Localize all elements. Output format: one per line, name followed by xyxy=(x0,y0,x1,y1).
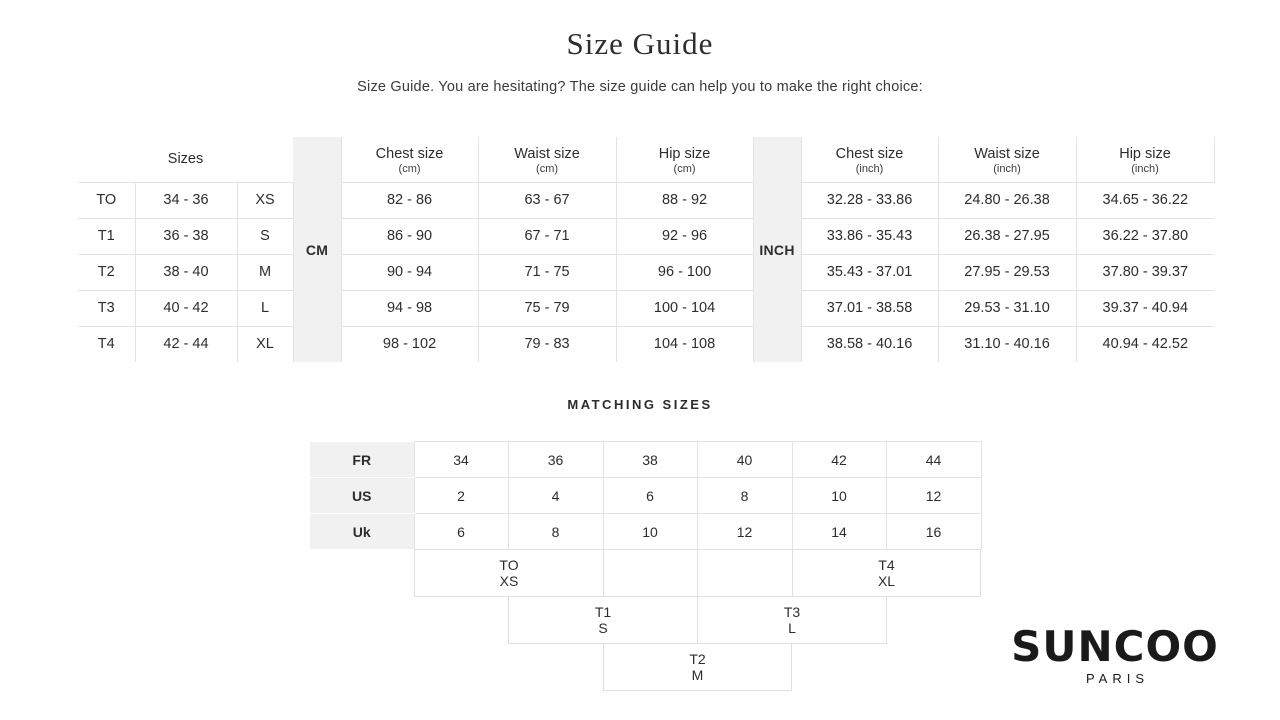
size-table-row xyxy=(78,254,1214,290)
header-title: Hip size xyxy=(1119,145,1171,162)
bracket-size-code: TO xyxy=(499,556,519,573)
cell-chest-inch: 32.28 - 33.86 xyxy=(801,182,938,218)
header-unit: (cm) xyxy=(398,162,421,175)
size-table-row xyxy=(78,182,1214,218)
matching-cell: 12 xyxy=(886,478,981,514)
cell-waist-cm: 75 - 79 xyxy=(478,290,616,326)
matching-cell: 10 xyxy=(792,478,886,514)
cell-hip-cm: 92 - 96 xyxy=(616,218,753,254)
inch-band: INCH xyxy=(753,137,801,362)
bracket-letter-size: S xyxy=(598,620,608,636)
waist-inch-header xyxy=(938,137,1076,182)
cell-hip-cm: 96 - 100 xyxy=(616,254,753,290)
hip-cm-header xyxy=(616,137,753,182)
matching-cell: 6 xyxy=(603,478,697,514)
matching-cell: 36 xyxy=(508,442,603,478)
matching-cell: 34 xyxy=(414,442,508,478)
bracket-size-code: T4 xyxy=(878,556,895,573)
cell-chest-cm: 86 - 90 xyxy=(341,218,478,254)
cell-size-code: TO xyxy=(78,182,135,218)
header-title: Chest size xyxy=(375,145,444,162)
cell-fr-range: 34 - 36 xyxy=(135,182,237,218)
size-table-row xyxy=(78,218,1214,254)
cell-size-code: T1 xyxy=(78,218,135,254)
header-title: Waist size xyxy=(514,145,580,162)
cell-hip-inch: 36.22 - 37.80 xyxy=(1076,218,1214,254)
brand-city: PARIS xyxy=(1085,671,1150,686)
matching-cell: 42 xyxy=(792,442,886,478)
bracket-t3-l xyxy=(697,596,887,644)
header-unit: (inch) xyxy=(1131,162,1159,175)
cell-chest-inch: 33.86 - 35.43 xyxy=(801,218,938,254)
cell-waist-inch: 31.10 - 40.16 xyxy=(938,326,1076,362)
size-bracket-diagram xyxy=(310,549,981,694)
cell-hip-cm: 88 - 92 xyxy=(616,182,753,218)
cell-waist-cm: 79 - 83 xyxy=(478,326,616,362)
cell-size-code: T4 xyxy=(78,326,135,362)
matching-cell: 44 xyxy=(886,442,981,478)
cell-fr-range: 38 - 40 xyxy=(135,254,237,290)
cell-waist-inch: 26.38 - 27.95 xyxy=(938,218,1076,254)
bracket-divider xyxy=(697,549,698,597)
bracket-t4-xl xyxy=(792,549,981,597)
matching-row-uk xyxy=(310,514,981,550)
cell-hip-cm: 100 - 104 xyxy=(616,290,753,326)
cell-hip-inch: 39.37 - 40.94 xyxy=(1076,290,1214,326)
page-subtitle: Size Guide. You are hesitating? The size guide can help you to make the right choice: xyxy=(357,79,923,95)
matching-cell: 4 xyxy=(508,478,603,514)
bracket-letter-size: XL xyxy=(877,573,896,589)
bracket-size-code: T3 xyxy=(783,603,801,620)
matching-cell: 10 xyxy=(603,514,697,550)
cell-fr-range: 40 - 42 xyxy=(135,290,237,326)
header-unit: (cm) xyxy=(536,162,559,175)
matching-cell: 2 xyxy=(414,478,508,514)
sizes-group-header: Sizes xyxy=(78,137,293,182)
bracket-letter-size: M xyxy=(691,667,704,683)
bracket-letter-size: L xyxy=(788,620,796,636)
matching-cell: 8 xyxy=(697,478,792,514)
cell-letter-size: M xyxy=(237,254,293,290)
cell-fr-range: 42 - 44 xyxy=(135,326,237,362)
size-table-row xyxy=(78,326,1214,362)
cell-waist-cm: 71 - 75 xyxy=(478,254,616,290)
brand-name: SUNCOO xyxy=(1011,622,1219,671)
size-table-header-row xyxy=(78,137,1214,182)
cell-waist-inch: 24.80 - 26.38 xyxy=(938,182,1076,218)
bracket-size-code: T1 xyxy=(594,603,612,620)
hip-inch-header xyxy=(1076,137,1214,182)
cell-chest-cm: 94 - 98 xyxy=(341,290,478,326)
cell-hip-inch: 34.65 - 36.22 xyxy=(1076,182,1214,218)
header-title: Waist size xyxy=(974,145,1040,162)
header-unit: (inch) xyxy=(855,162,884,175)
matching-cell: 14 xyxy=(792,514,886,550)
bracket-letter-size: XS xyxy=(499,573,519,589)
cm-band: CM xyxy=(293,137,341,362)
matching-sizes-heading: MATCHING SIZES xyxy=(567,397,713,412)
cell-waist-cm: 67 - 71 xyxy=(478,218,616,254)
row-label: FR xyxy=(310,442,414,478)
chest-cm-header xyxy=(341,137,478,182)
cell-chest-cm: 82 - 86 xyxy=(341,182,478,218)
cell-letter-size: XL xyxy=(237,326,293,362)
matching-row-fr xyxy=(310,442,981,478)
cell-chest-inch: 37.01 - 38.58 xyxy=(801,290,938,326)
cell-size-code: T3 xyxy=(78,290,135,326)
bracket-t2-m xyxy=(603,643,792,691)
matching-sizes-table xyxy=(310,441,982,550)
bracket-t1-s xyxy=(508,596,698,644)
matching-cell: 40 xyxy=(697,442,792,478)
cell-hip-inch: 40.94 - 42.52 xyxy=(1076,326,1214,362)
cell-chest-inch: 35.43 - 37.01 xyxy=(801,254,938,290)
bracket-to-xs xyxy=(414,549,604,597)
cell-waist-inch: 29.53 - 31.10 xyxy=(938,290,1076,326)
waist-cm-header xyxy=(478,137,616,182)
matching-row-us xyxy=(310,478,981,514)
cell-hip-inch: 37.80 - 39.37 xyxy=(1076,254,1214,290)
page-title: Size Guide xyxy=(566,26,714,61)
cell-fr-range: 36 - 38 xyxy=(135,218,237,254)
row-label: US xyxy=(310,478,414,514)
matching-cell: 8 xyxy=(508,514,603,550)
header-title: Chest size xyxy=(835,145,904,162)
matching-cell: 16 xyxy=(886,514,981,550)
matching-cell: 12 xyxy=(697,514,792,550)
header-title: Hip size xyxy=(658,145,711,162)
chest-inch-header xyxy=(801,137,938,182)
cell-letter-size: S xyxy=(237,218,293,254)
cell-letter-size: XS xyxy=(237,182,293,218)
row-label: Uk xyxy=(310,514,414,550)
size-table xyxy=(78,137,1215,362)
cell-letter-size: L xyxy=(237,290,293,326)
bracket-size-code: T2 xyxy=(689,650,706,667)
cell-waist-inch: 27.95 - 29.53 xyxy=(938,254,1076,290)
brand-logo xyxy=(998,624,1232,686)
header-unit: (inch) xyxy=(993,162,1021,175)
header-unit: (cm) xyxy=(673,162,696,175)
size-table-row xyxy=(78,290,1214,326)
cell-chest-cm: 98 - 102 xyxy=(341,326,478,362)
cell-chest-inch: 38.58 - 40.16 xyxy=(801,326,938,362)
cell-chest-cm: 90 - 94 xyxy=(341,254,478,290)
matching-cell: 38 xyxy=(603,442,697,478)
cell-waist-cm: 63 - 67 xyxy=(478,182,616,218)
matching-cell: 6 xyxy=(414,514,508,550)
cell-hip-cm: 104 - 108 xyxy=(616,326,753,362)
cell-size-code: T2 xyxy=(78,254,135,290)
